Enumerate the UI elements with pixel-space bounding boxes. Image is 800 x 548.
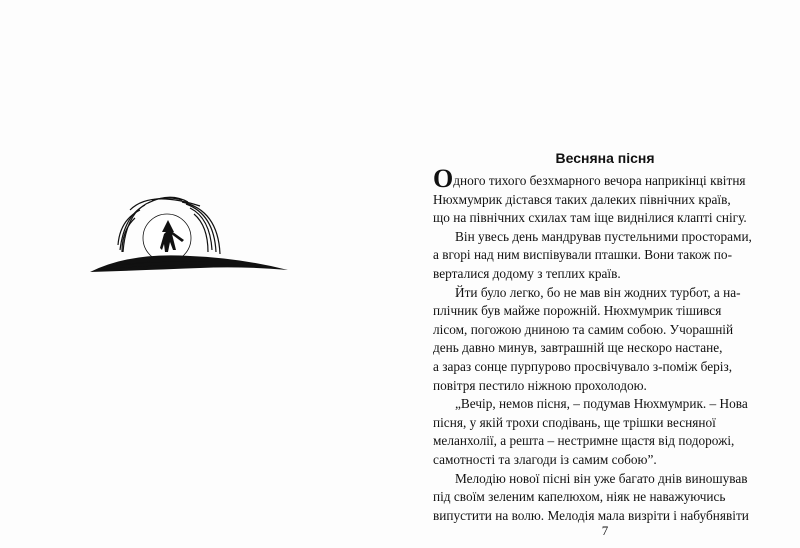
text-line: пісня, у якій трохи сподівань, ще трішки весняної <box>433 414 716 430</box>
paragraph-1 <box>433 164 800 228</box>
text-line: випустити на волю. Мелодія мала визріти і набубнявіти <box>433 507 749 523</box>
chapter-body <box>433 164 800 525</box>
text-line: плічник був майже порожній. Нюхмумрик тішився <box>433 303 722 319</box>
text-line: самотності та злагоди із самим собою”. <box>433 451 657 467</box>
text-line: Одного тихого безхмарного вечора наприкінці квітня <box>433 164 746 193</box>
text-line: меланхолії, а решта – нестримне щастя від подорожі, <box>433 433 735 449</box>
paragraph-5 <box>433 470 800 526</box>
text-line: „Вечір, немов пісня, – подумав Нюхмумрик. – Нова <box>455 396 748 412</box>
dropcap: О <box>433 164 454 193</box>
text-line: день давно минув, завтрашній ще нескоро настане, <box>433 340 723 356</box>
text-line: лісом, погожою днинoю та самим собою. Учорашній <box>433 321 734 337</box>
text-line: Мелодію нової пісні він уже багато днів виношував <box>455 470 748 486</box>
text-line: під своїм зеленим капелюхом, ніяк не наважуючись <box>433 489 726 505</box>
page-number: 7 <box>601 523 609 538</box>
paragraph-3 <box>433 284 800 396</box>
moon-traveler-silhouette-icon <box>90 190 290 290</box>
text-line: Нюхмумрик дістався таких далеких північних країв, <box>433 191 731 207</box>
text-line: верталися додому з теплих країв. <box>433 265 621 281</box>
paragraph-4 <box>433 395 800 469</box>
paragraph-2 <box>433 228 800 284</box>
text-line: Він увесь день мандрував пустельними просторами, <box>455 228 752 244</box>
text-line: а зараз сонце пурпурово просвічувало з-поміж беріз, <box>433 358 733 374</box>
text-line: а вгорі над ним виспівували пташки. Вони також по- <box>433 247 733 263</box>
right-page <box>400 0 800 548</box>
text-line: що на північних схилах там іще виднілися клапті снігу. <box>433 210 747 226</box>
chapter-title: Весняна пісня <box>555 150 655 166</box>
text-line: Йти було легко, бо не мав він жодних турбот, а на- <box>455 284 741 300</box>
text-line: повітря пестило ніжною прохолодою. <box>433 377 647 393</box>
